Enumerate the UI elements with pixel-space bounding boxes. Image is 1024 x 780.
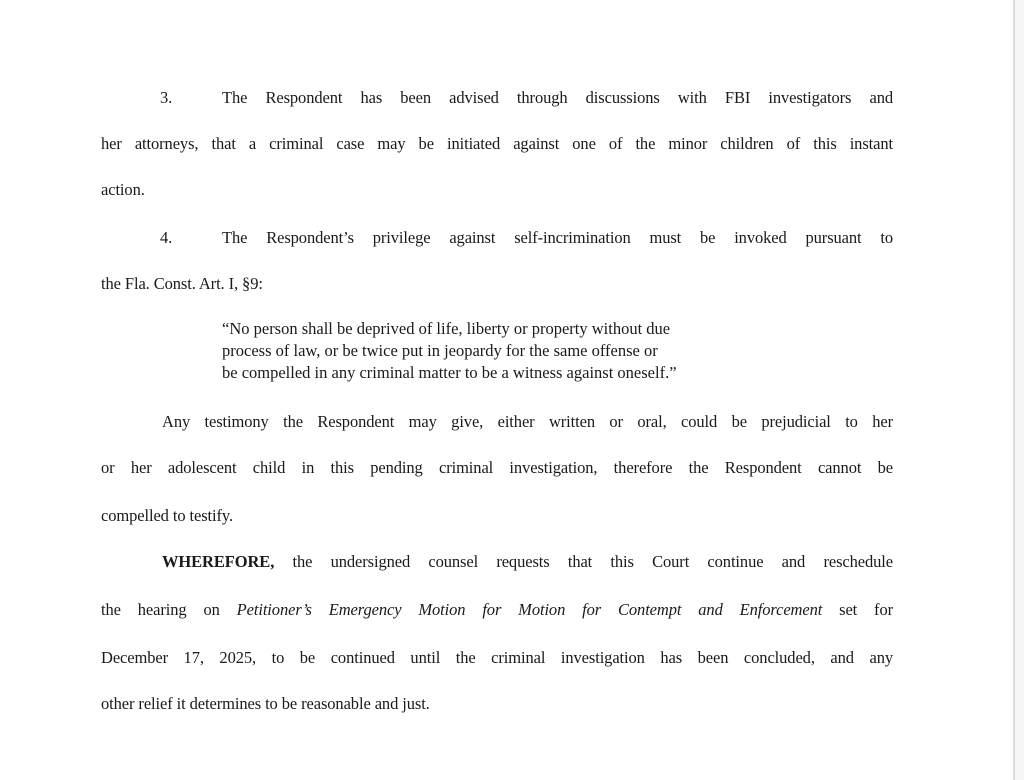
para3-number: 3. — [160, 88, 173, 107]
quote-line3: be compelled in any criminal matter to be a witness against oneself.” — [222, 363, 677, 382]
wherefore-line1-rest: the undersigned counsel requests that this Court continue and reschedule — [274, 552, 893, 571]
para3-text: The Respondent has been advised through discussions with FBI investigators and — [222, 88, 893, 107]
testimony-text: Any testimony the Respondent may give, either written or oral, could be prejudicial to her — [162, 412, 893, 431]
wherefore-lead: WHEREFORE, — [162, 552, 275, 571]
wherefore-line2-post: set for — [822, 600, 893, 619]
wherefore-line4: other relief it determines to be reasonable and just. — [101, 694, 430, 713]
scrollbar-track[interactable] — [1015, 0, 1024, 780]
motion-title: Petitioner’s Emergency Motion for Motion for Contempt and Enforcement — [236, 600, 823, 619]
testimony-line2: or her adolescent child in this pending criminal investigation, therefore the Respondent cannot be — [101, 458, 893, 477]
para4-line2: the Fla. Const. Art. I, §9: — [101, 274, 263, 293]
wherefore-line3: December 17, 2025, to be continued until the criminal investigation has been concluded, and any — [101, 648, 893, 667]
wherefore-text — [162, 552, 893, 572]
para4-number: 4. — [160, 228, 173, 247]
para4-text: The Respondent’s privilege against self-incrimination must be invoked pursuant to — [222, 228, 893, 247]
para3-line2: her attorneys, that a criminal case may be initiated against one of the minor children of this instant — [101, 134, 893, 153]
wherefore-line2 — [101, 600, 893, 620]
testimony-line3: compelled to testify. — [101, 506, 234, 525]
quote-line1: “No person shall be deprived of life, liberty or property without due — [222, 319, 671, 338]
wherefore-line2-pre: the hearing on — [101, 600, 237, 619]
quote-line2: process of law, or be twice put in jeopardy for the same offense or — [222, 341, 658, 360]
para3-line3: action. — [101, 180, 145, 199]
